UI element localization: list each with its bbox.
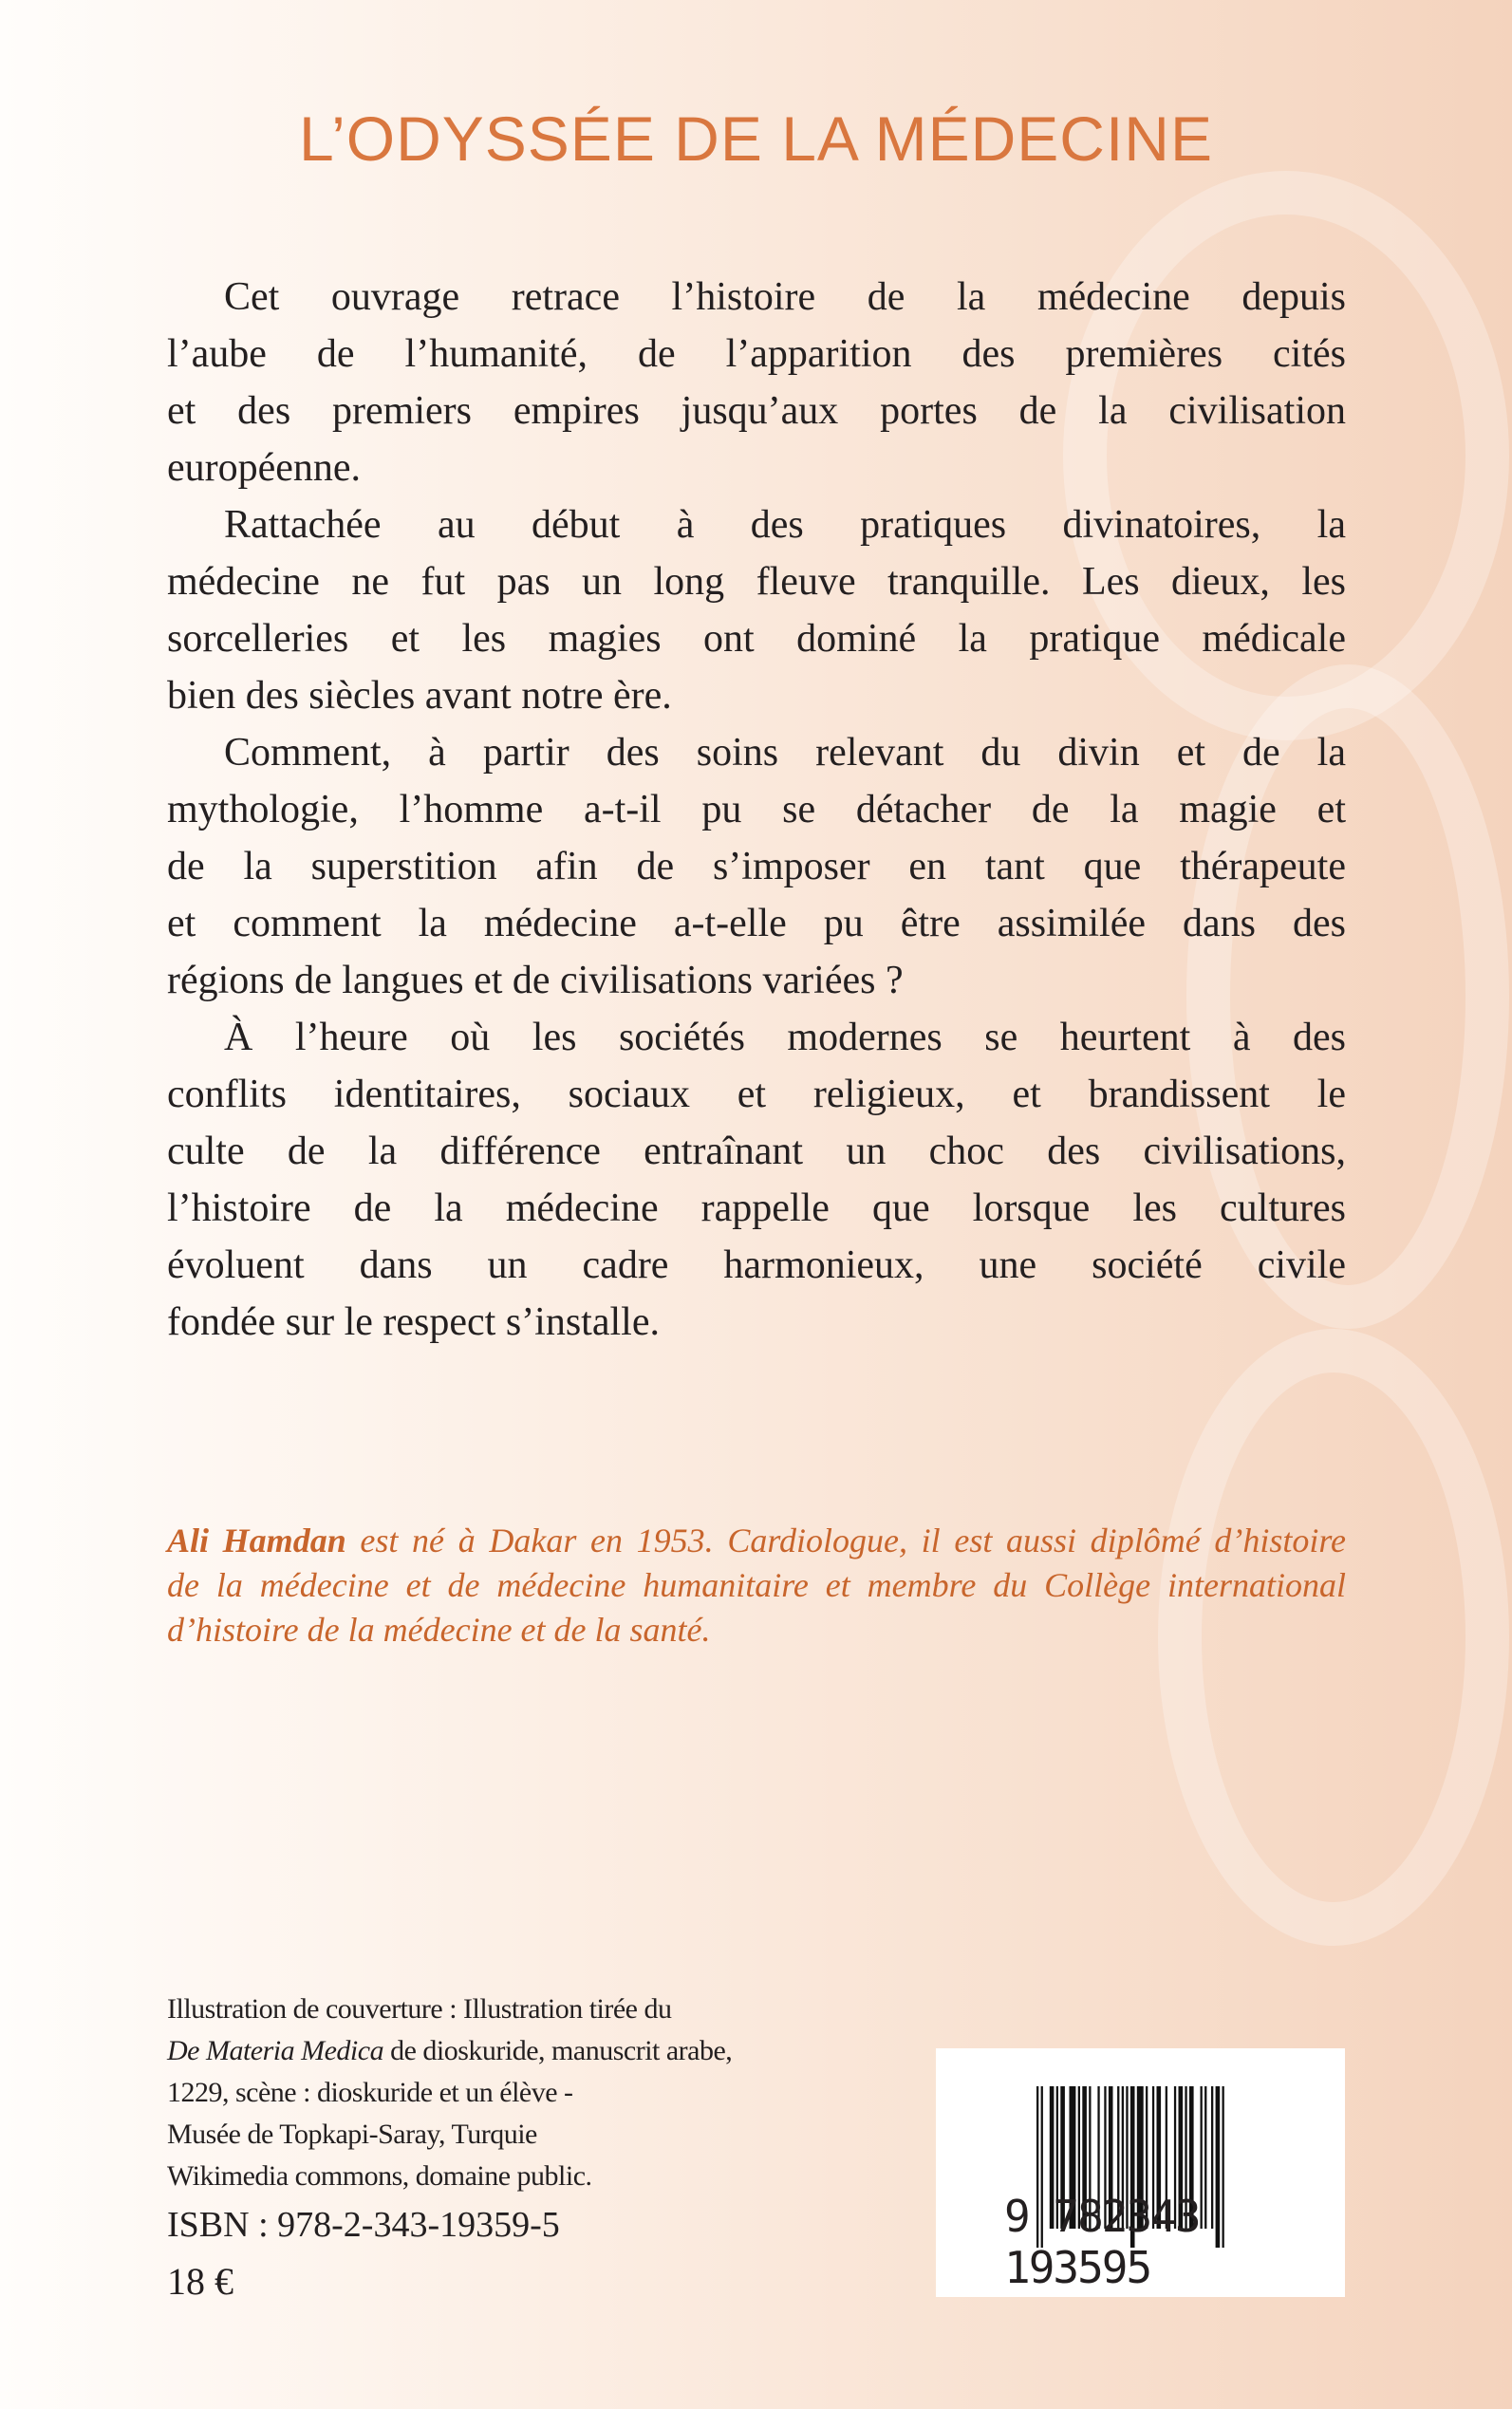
text-line: et des premiers empires jusqu’aux portes de la civilisation bbox=[167, 389, 1346, 433]
paragraph bbox=[167, 1009, 1346, 1351]
text-line: européenne. bbox=[167, 446, 362, 490]
text-line: évoluent dans un cadre harmonieux, une société civile bbox=[167, 1243, 1346, 1287]
text-line: fondée sur le respect s’installe. bbox=[167, 1300, 660, 1344]
author-bio: Ali Hamdan est né à Dakar en 1953. Cardiologue, il est aussi diplômé d’histoire de la médecine et de médecine humanitaire et membre du Collège international d’histoire de la médecine et de la santé. bbox=[167, 1522, 1346, 1649]
text-line: de la superstition afin de s’imposer en tant que thérapeute bbox=[167, 845, 1346, 888]
blurb bbox=[167, 269, 1346, 1351]
text-line: l’aube de l’humanité, de l’apparition des premières cités bbox=[167, 332, 1346, 376]
book-title: L’ODYSSÉE DE LA MÉDECINE bbox=[299, 103, 1213, 174]
illustration-credits: Illustration de couverture : Illustration tirée du De Materia Medica de dioskuride, manuscrit arabe, 1229, scène : dioskuride et un élève - Musée de Topkapi-Saray, Turquie Wikimedia commons, domaine public. bbox=[167, 1993, 733, 2192]
text-line: Cet ouvrage retrace l’histoire de la médecine depuis bbox=[224, 275, 1346, 319]
author-name: Ali Hamdan bbox=[167, 1522, 346, 1559]
price: 18 € bbox=[167, 2260, 233, 2303]
text-line: Comment, à partir des soins relevant du divin et de la bbox=[224, 731, 1346, 775]
paragraph bbox=[167, 269, 1346, 496]
paragraph bbox=[167, 496, 1346, 724]
text-line: culte de la différence entraînant un choc des civilisations, bbox=[167, 1130, 1346, 1173]
isbn: ISBN : 978-2-343-19359-5 bbox=[167, 2205, 560, 2245]
text-line: Rattachée au début à des pratiques divinatoires, la bbox=[224, 503, 1346, 547]
paragraph bbox=[167, 724, 1346, 1009]
text-line: l’histoire de la médecine rappelle que lorsque les cultures bbox=[167, 1186, 1346, 1230]
text-line: À l’heure où les sociétés modernes se heurtent à des bbox=[224, 1016, 1346, 1059]
text-line: conflits identitaires, sociaux et religieux, et brandissent le bbox=[167, 1073, 1346, 1116]
text-line: médecine ne fut pas un long fleuve tranquille. Les dieux, les bbox=[167, 560, 1346, 604]
barcode-digits: 9 782343 193595 bbox=[1004, 2191, 1200, 2293]
text-line: et comment la médecine a-t-elle pu être assimilée dans des bbox=[167, 902, 1346, 945]
barcode bbox=[936, 2048, 1345, 2297]
text-line: sorcelleries et les magies ont dominé la pratique médicale bbox=[167, 617, 1346, 661]
text-line: régions de langues et de civilisations variées ? bbox=[167, 959, 904, 1002]
text-line: bien des siècles avant notre ère. bbox=[167, 674, 672, 718]
text-line: mythologie, l’homme a-t-il pu se détacher de la magie et bbox=[167, 788, 1346, 831]
